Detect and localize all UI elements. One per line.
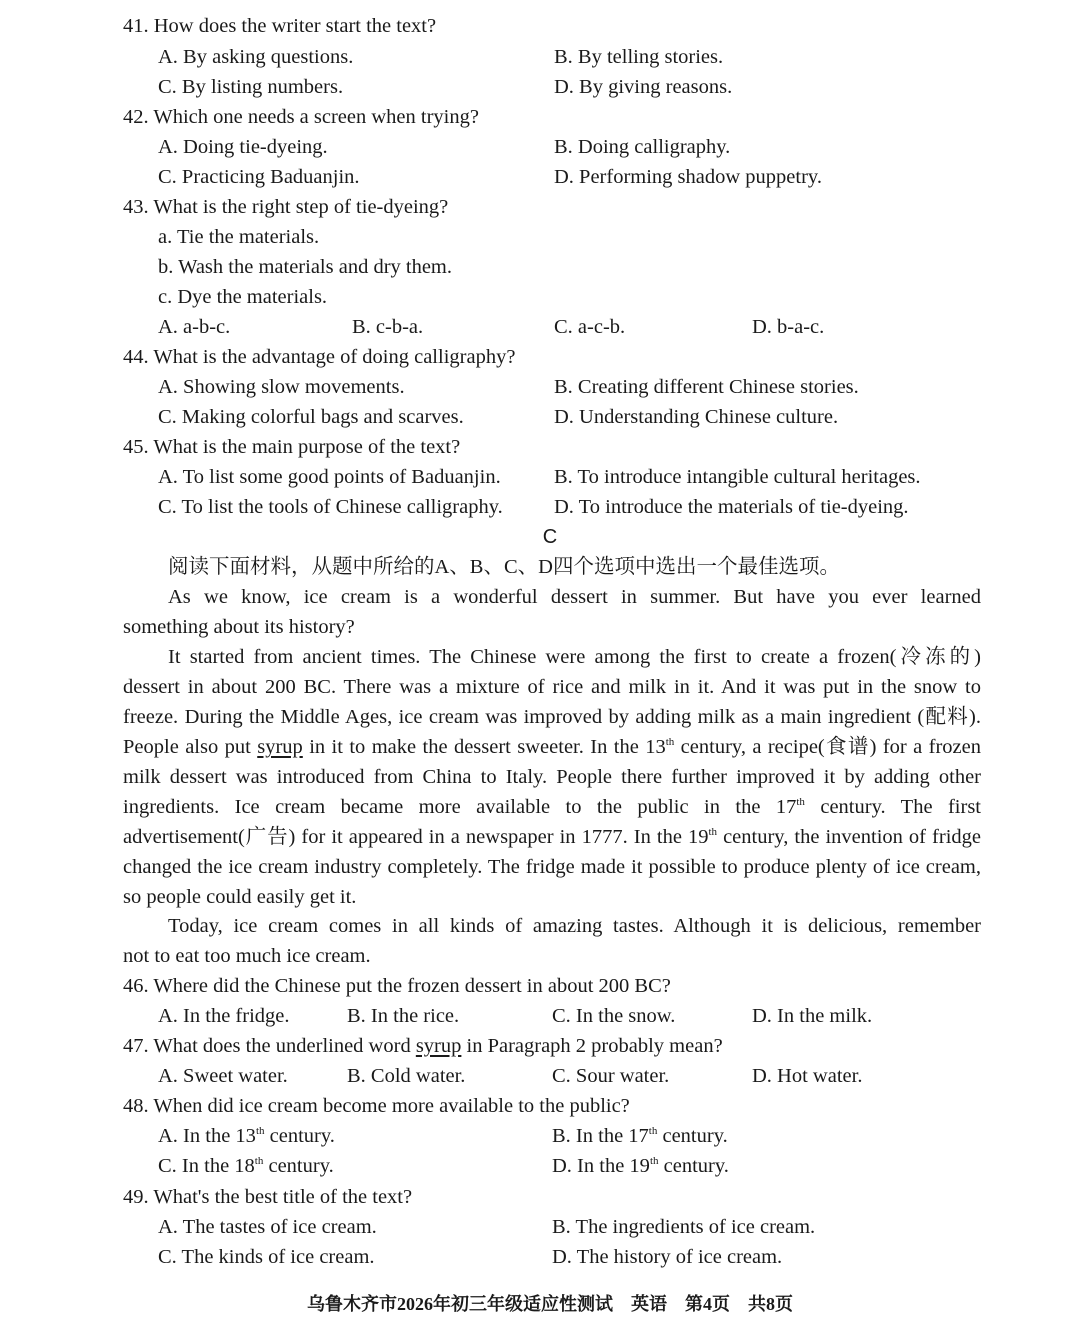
option-48-a: [158, 1121, 335, 1151]
option-43-a: A. a-b-c.: [158, 316, 231, 338]
option-41-c: C. By listing numbers.: [158, 76, 344, 98]
step-43-c: c. Dye the materials.: [158, 286, 328, 308]
paragraph-1-line-2: something about its history?: [123, 616, 355, 638]
option-46-b: B. In the rice.: [347, 1005, 460, 1027]
question-43: 43. What is the right step of tie-dyeing?: [123, 196, 449, 218]
paragraph-2-line-1: It started from ancient times. The Chinese were among the first to create a frozen(冷冻的): [168, 646, 981, 668]
option-44-c: C. Making colorful bags and scarves.: [158, 406, 464, 428]
option-48-a-text: A. In the 13: [158, 1125, 256, 1147]
option-49-b: B. The ingredients of ice cream.: [552, 1216, 816, 1238]
paragraph-1: [123, 582, 981, 642]
section-instruction: 阅读下面材料，从题中所给的A、B、C、D四个选项中选出一个最佳选项。: [168, 556, 840, 578]
option-48-c-century: century.: [263, 1155, 334, 1177]
option-42-a: A. Doing tie-dyeing.: [158, 136, 328, 158]
option-48-b-century: century.: [657, 1125, 728, 1147]
question-44: 44. What is the advantage of doing calligraphy?: [123, 346, 516, 368]
option-47-c: C. Sour water.: [552, 1065, 670, 1087]
ordinal-suffix: th: [649, 1155, 659, 1167]
option-47-b: B. Cold water.: [347, 1065, 466, 1087]
option-42-c: C. Practicing Baduanjin.: [158, 166, 360, 188]
option-48-d: [552, 1151, 729, 1181]
ordinal-suffix: th: [254, 1155, 264, 1167]
question-47-text-a: 47. What does the underlined word: [123, 1035, 416, 1057]
option-49-c: C. The kinds of ice cream.: [158, 1246, 375, 1268]
option-43-b: B. c-b-a.: [352, 316, 424, 338]
step-43-b: b. Wash the materials and dry them.: [158, 256, 453, 278]
paragraph-2-text-f: century, the invention of fridge changed the ice cream industry completely. The fridge made it possible to produce plenty of ice cream, so people could easily get it.: [123, 826, 981, 908]
option-44-d: D. Understanding Chinese culture.: [554, 406, 839, 428]
option-44-b: B. Creating different Chinese stories.: [554, 376, 859, 398]
option-41-a: A. By asking questions.: [158, 46, 354, 68]
option-48-c-text: C. In the 18: [158, 1155, 255, 1177]
paragraph-3-line-2: not to eat too much ice cream.: [123, 945, 371, 967]
option-44-a: A. Showing slow movements.: [158, 376, 405, 398]
question-42: 42. Which one needs a screen when trying?: [123, 106, 479, 128]
syrup-word: syrup: [257, 736, 303, 758]
option-47-d: D. Hot water.: [752, 1065, 863, 1087]
paragraph-3: [123, 911, 981, 971]
section-letter: C: [542, 526, 558, 548]
ordinal-suffix: th: [648, 1125, 658, 1137]
paragraph-1-line-1: As we know, ice cream is a wonderful dessert in summer. But have you ever learned: [168, 586, 981, 608]
option-41-b: B. By telling stories.: [554, 46, 724, 68]
option-45-c: C. To list the tools of Chinese calligraphy.: [158, 496, 503, 518]
option-46-a: A. In the fridge.: [158, 1005, 290, 1027]
question-47-underlined-word: syrup: [415, 1035, 462, 1057]
option-47-a: A. Sweet water.: [158, 1065, 288, 1087]
question-46: 46. Where did the Chinese put the frozen dessert in about 200 BC?: [123, 975, 671, 997]
paragraph-2-text-b: dessert in about 200 BC. There was a mixture of rice and milk in it. And it was put in the snow to freeze. During the Middle Ages, ice cream was improved by adding milk as a main ingredient (配料). People also put: [123, 676, 981, 758]
page-footer: 乌鲁木齐市2026年初三年级适应性测试 英语 第4页 共8页: [307, 1294, 793, 1314]
option-42-d: D. Performing shadow puppetry.: [554, 166, 822, 188]
option-45-b: B. To introduce intangible cultural heritages.: [554, 466, 921, 488]
paragraph-3-line-1: Today, ice cream comes in all kinds of amazing tastes. Although it is delicious, remember: [168, 915, 981, 937]
paragraph-2-text-d: century, a recipe(食谱) for a frozen milk dessert was introduced from China to Italy. People there further improved it by adding other ingredients. Ice cream became more available to the public in the 17: [123, 736, 981, 818]
ordinal-suffix: th: [255, 1125, 265, 1137]
option-48-c: [158, 1151, 334, 1181]
question-47-text-b: in Paragraph 2 probably mean?: [461, 1035, 723, 1057]
option-45-a: A. To list some good points of Baduanjin.: [158, 466, 501, 488]
option-45-d: D. To introduce the materials of tie-dyeing.: [554, 496, 909, 518]
option-48-d-text: D. In the 19: [552, 1155, 650, 1177]
question-47: [123, 1031, 723, 1061]
paragraph-2: [123, 642, 981, 912]
option-43-c: C. a-c-b.: [554, 316, 626, 338]
step-43-a: a. Tie the materials.: [158, 226, 320, 248]
ordinal-suffix: th: [665, 736, 675, 748]
option-48-b: [552, 1121, 728, 1151]
option-49-d: D. The history of ice cream.: [552, 1246, 783, 1268]
option-46-c: C. In the snow.: [552, 1005, 676, 1027]
ordinal-suffix: th: [796, 796, 805, 808]
question-41: 41. How does the writer start the text?: [123, 15, 437, 37]
option-48-a-century: century.: [264, 1125, 335, 1147]
question-48: 48. When did ice cream become more available to the public?: [123, 1095, 630, 1117]
paragraph-2-text-c: in it to make the dessert sweeter. In the 13: [302, 736, 666, 758]
ordinal-suffix: th: [708, 826, 718, 838]
option-43-d: D. b-a-c.: [752, 316, 825, 338]
option-48-d-century: century.: [658, 1155, 729, 1177]
option-42-b: B. Doing calligraphy.: [554, 136, 731, 158]
option-49-a: A. The tastes of ice cream.: [158, 1216, 377, 1238]
option-41-d: D. By giving reasons.: [554, 76, 733, 98]
paragraph-2-text-e: century. The first advertisement(广告) for it appeared in a newspaper in 1777. In the 19: [123, 796, 981, 848]
option-46-d: D. In the milk.: [752, 1005, 873, 1027]
question-45: 45. What is the main purpose of the text?: [123, 436, 461, 458]
question-49: 49. What's the best title of the text?: [123, 1186, 413, 1208]
option-48-b-text: B. In the 17: [552, 1125, 649, 1147]
